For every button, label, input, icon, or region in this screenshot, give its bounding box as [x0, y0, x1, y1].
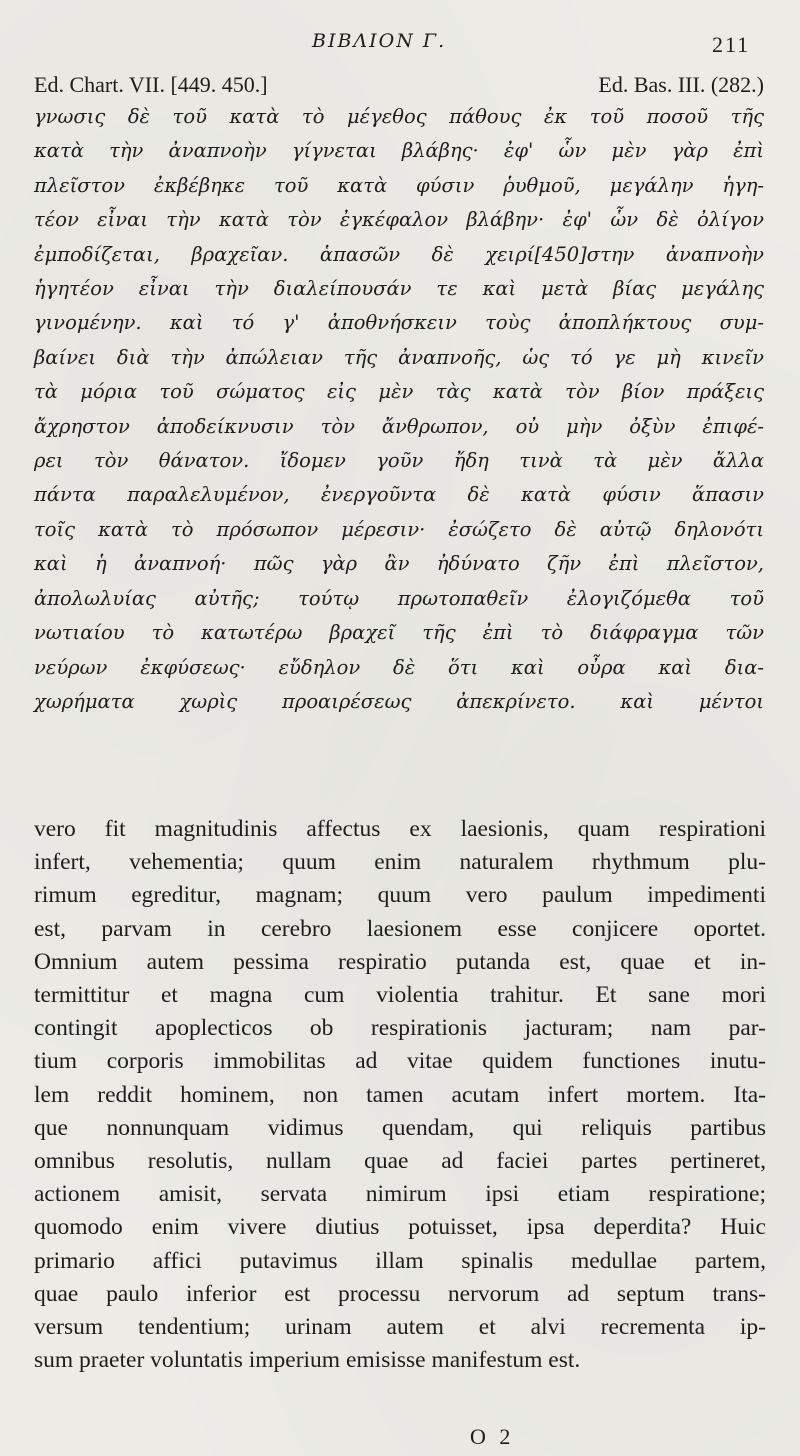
latin-line: quae paulo inferior est processu nervorum ad septum trans- — [34, 1280, 766, 1307]
greek-line: γνωσις δὲ τοῦ κατὰ τὸ μέγεθος πάθους ἐκ τοῦ ποσοῦ τῆς — [34, 105, 764, 128]
greek-line: βαίνει διὰ τὴν ἀπώλειαν τῆς ἀναπνοῆς, ὡς τό γε μὴ κινεῖν — [34, 345, 764, 369]
latin-text-block — [34, 813, 766, 1377]
latin-line: rimum egreditur, magnam; quum vero paulum impedimenti — [34, 882, 766, 909]
greek-text-block — [34, 100, 764, 719]
greek-line: χωρήματα χωρὶς προαιρέσεως ἀπεκρίνετο. καὶ μέντοι — [34, 689, 764, 713]
page-number: 211 — [712, 32, 751, 57]
greek-line: ρει τὸν θάνατον. ἴδομεν γοῦν ἤδη τινὰ τὰ μὲν ἄλλα — [34, 449, 764, 473]
greek-line: τὰ μόρια τοῦ σώματος εἰς μὲν τὰς κατὰ τὸν βίον πράξεις — [34, 380, 764, 404]
latin-line: actionem amisit, servata nimirum ipsi etiam respiratione; — [34, 1181, 766, 1208]
edition-references — [34, 72, 764, 102]
latin-line: tium corporis immobilitas ad vitae quidem functiones inutu- — [34, 1048, 766, 1075]
book-title: ΒΙΒΛΙΟΝ Γ. — [312, 30, 447, 52]
latin-line: omnibus resolutis, nullam quae ad faciei partes pertineret, — [34, 1148, 766, 1175]
greek-line: τέον εἶναι τὴν κατὰ τὸν ἐγκέφαλον βλάβην· ἐφ' ὧν δὲ ὀλίγον — [34, 208, 764, 232]
latin-line: que nonnunquam vidimus quendam, qui reliquis partibus — [34, 1114, 766, 1141]
latin-line: infert, vehementia; quum enim naturalem rhythmum plu- — [34, 849, 766, 876]
edition-reference-basel: Ed. Bas. III. (282.) — [598, 72, 764, 97]
latin-line: est, parvam in cerebro laesionem esse conjicere oportet. — [34, 915, 766, 942]
greek-line: νεύρων ἐκφύσεως· εὔδηλον δὲ ὅτι καὶ οὖρα καὶ δια- — [34, 655, 764, 679]
latin-line: sum praeter voluntatis imperium emisisse manifestum est. — [34, 1347, 581, 1374]
greek-line: καὶ ἡ ἀναπνοή· πῶς γὰρ ἂν ἠδύνατο ζῆν ἐπὶ πλεῖστον, — [34, 552, 764, 576]
latin-line: vero fit magnitudinis affectus ex laesionis, quam respirationi — [34, 816, 766, 842]
greek-line: ἄχρηστον ἀποδείκνυσιν τὸν ἄνθρωπον, οὐ μὴν ὀξὺν ἐπιφέ- — [34, 414, 764, 438]
running-head — [0, 30, 800, 60]
greek-line: ἀπολωλυίας αὐτῆς; τούτῳ πρωτοπαθεῖν ἐλογιζόμεθα τοῦ — [34, 586, 764, 610]
latin-line: contingit apoplecticos ob respirationis jacturam; nam par- — [34, 1015, 766, 1042]
latin-line: primario affici putavimus illam spinalis medullae partem, — [34, 1247, 766, 1274]
latin-line: termittitur et magna cum violentia trahitur. Et sane mori — [34, 982, 766, 1009]
edition-reference-chartier: Ed. Chart. VII. [449. 450.] — [34, 72, 268, 97]
greek-line: γινομένην. καὶ τό γ' ἀποθνήσκειν τοὺς ἀποπλήκτους συμ- — [34, 311, 764, 335]
greek-line: πάντα παραλελυμένον, ἐνεργοῦντα δὲ κατὰ φύσιν ἅπασιν — [34, 483, 764, 507]
latin-line: Omnium autem pessima respiratio putanda est, quae et in- — [34, 948, 766, 975]
greek-line: ἡγητέον εἶναι τὴν διαλείπουσάν τε καὶ μετὰ βίας μεγάλης — [34, 277, 764, 301]
latin-line: quomodo enim vivere diutius potuisset, ipsa deperdita? Huic — [34, 1214, 766, 1241]
latin-line: versum tendentium; urinam autem et alvi recrementa ip- — [34, 1314, 766, 1341]
greek-line: τοῖς κατὰ τὸ πρόσωπον μέρεσιν· ἐσώζετο δὲ αὐτῷ δηλονότι — [34, 517, 764, 541]
greek-line: ἐμποδίζεται, βραχεῖαν. ἁπασῶν δὲ χειρί[450]στην ἀναπνοὴν — [34, 242, 764, 266]
latin-line: lem reddit hominem, non tamen acutam infert mortem. Ita- — [34, 1081, 766, 1108]
greek-line: πλεῖστον ἐκβέβηκε τοῦ κατὰ φύσιν ῥυθμοῦ, μεγάλην ἡγη- — [34, 173, 764, 197]
signature-mark: O 2 — [470, 1424, 515, 1449]
greek-line: νωτιαίου τὸ κατωτέρω βραχεῖ τῆς ἐπὶ τὸ διάφραγμα τῶν — [34, 621, 764, 645]
greek-line: κατὰ τὴν ἀναπνοὴν γίγνεται βλάβης· ἐφ' ὧν μὲν γὰρ ἐπὶ — [34, 139, 764, 163]
